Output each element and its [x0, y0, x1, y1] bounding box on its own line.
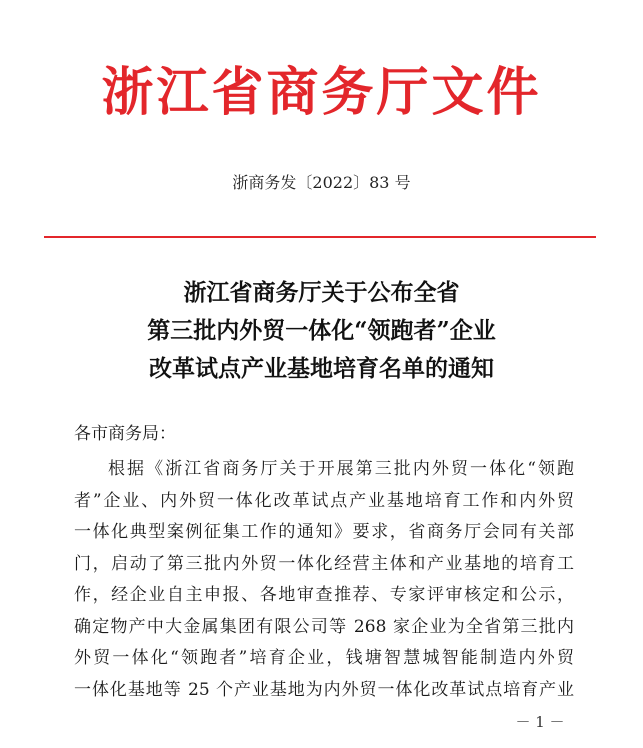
body-line: 门，启动了第三批内外贸一体化经营主体和产业基地的培育工 [74, 553, 574, 574]
body-line: 根据《浙江省商务厅关于开展第三批内外贸一体化“领跑 [108, 459, 574, 479]
body-line: 作，经企业自主申报、各地审查推荐、专家评审核定和公示， [74, 585, 574, 605]
salutation: 各市商务局： [74, 424, 176, 444]
body-line: 确定物产中大金属集团有限公司等 268 家企业为全省第三批内 [74, 616, 574, 637]
body-line: 者”企业、内外贸一体化改革试点产业基地培育工作和内外贸 [74, 490, 574, 511]
body-line: 一体化典型案例征集工作的通知》要求，省商务厅会同有关部 [74, 522, 574, 542]
body-paragraph [74, 454, 574, 706]
document-masthead: 浙江省商务厅文件 [101, 63, 542, 123]
body-line: 一体化基地等 25 个产业基地为内外贸一体化改革试点培育产业 [74, 679, 574, 700]
title-line: 浙江省商务厅关于公布全省 [183, 279, 460, 306]
page-number: － 1 － [515, 713, 565, 731]
document-title [0, 274, 643, 388]
body-line: 外贸一体化“领跑者”培育企业，钱塘智慧城智能制造内外贸 [74, 648, 574, 668]
title-line: 改革试点产业基地培育名单的通知 [149, 355, 494, 382]
red-divider-line [44, 236, 596, 238]
title-line: 第三批内外贸一体化“领跑者”企业 [147, 317, 496, 344]
document-number: 浙商务发〔2022〕83 号 [232, 173, 411, 192]
